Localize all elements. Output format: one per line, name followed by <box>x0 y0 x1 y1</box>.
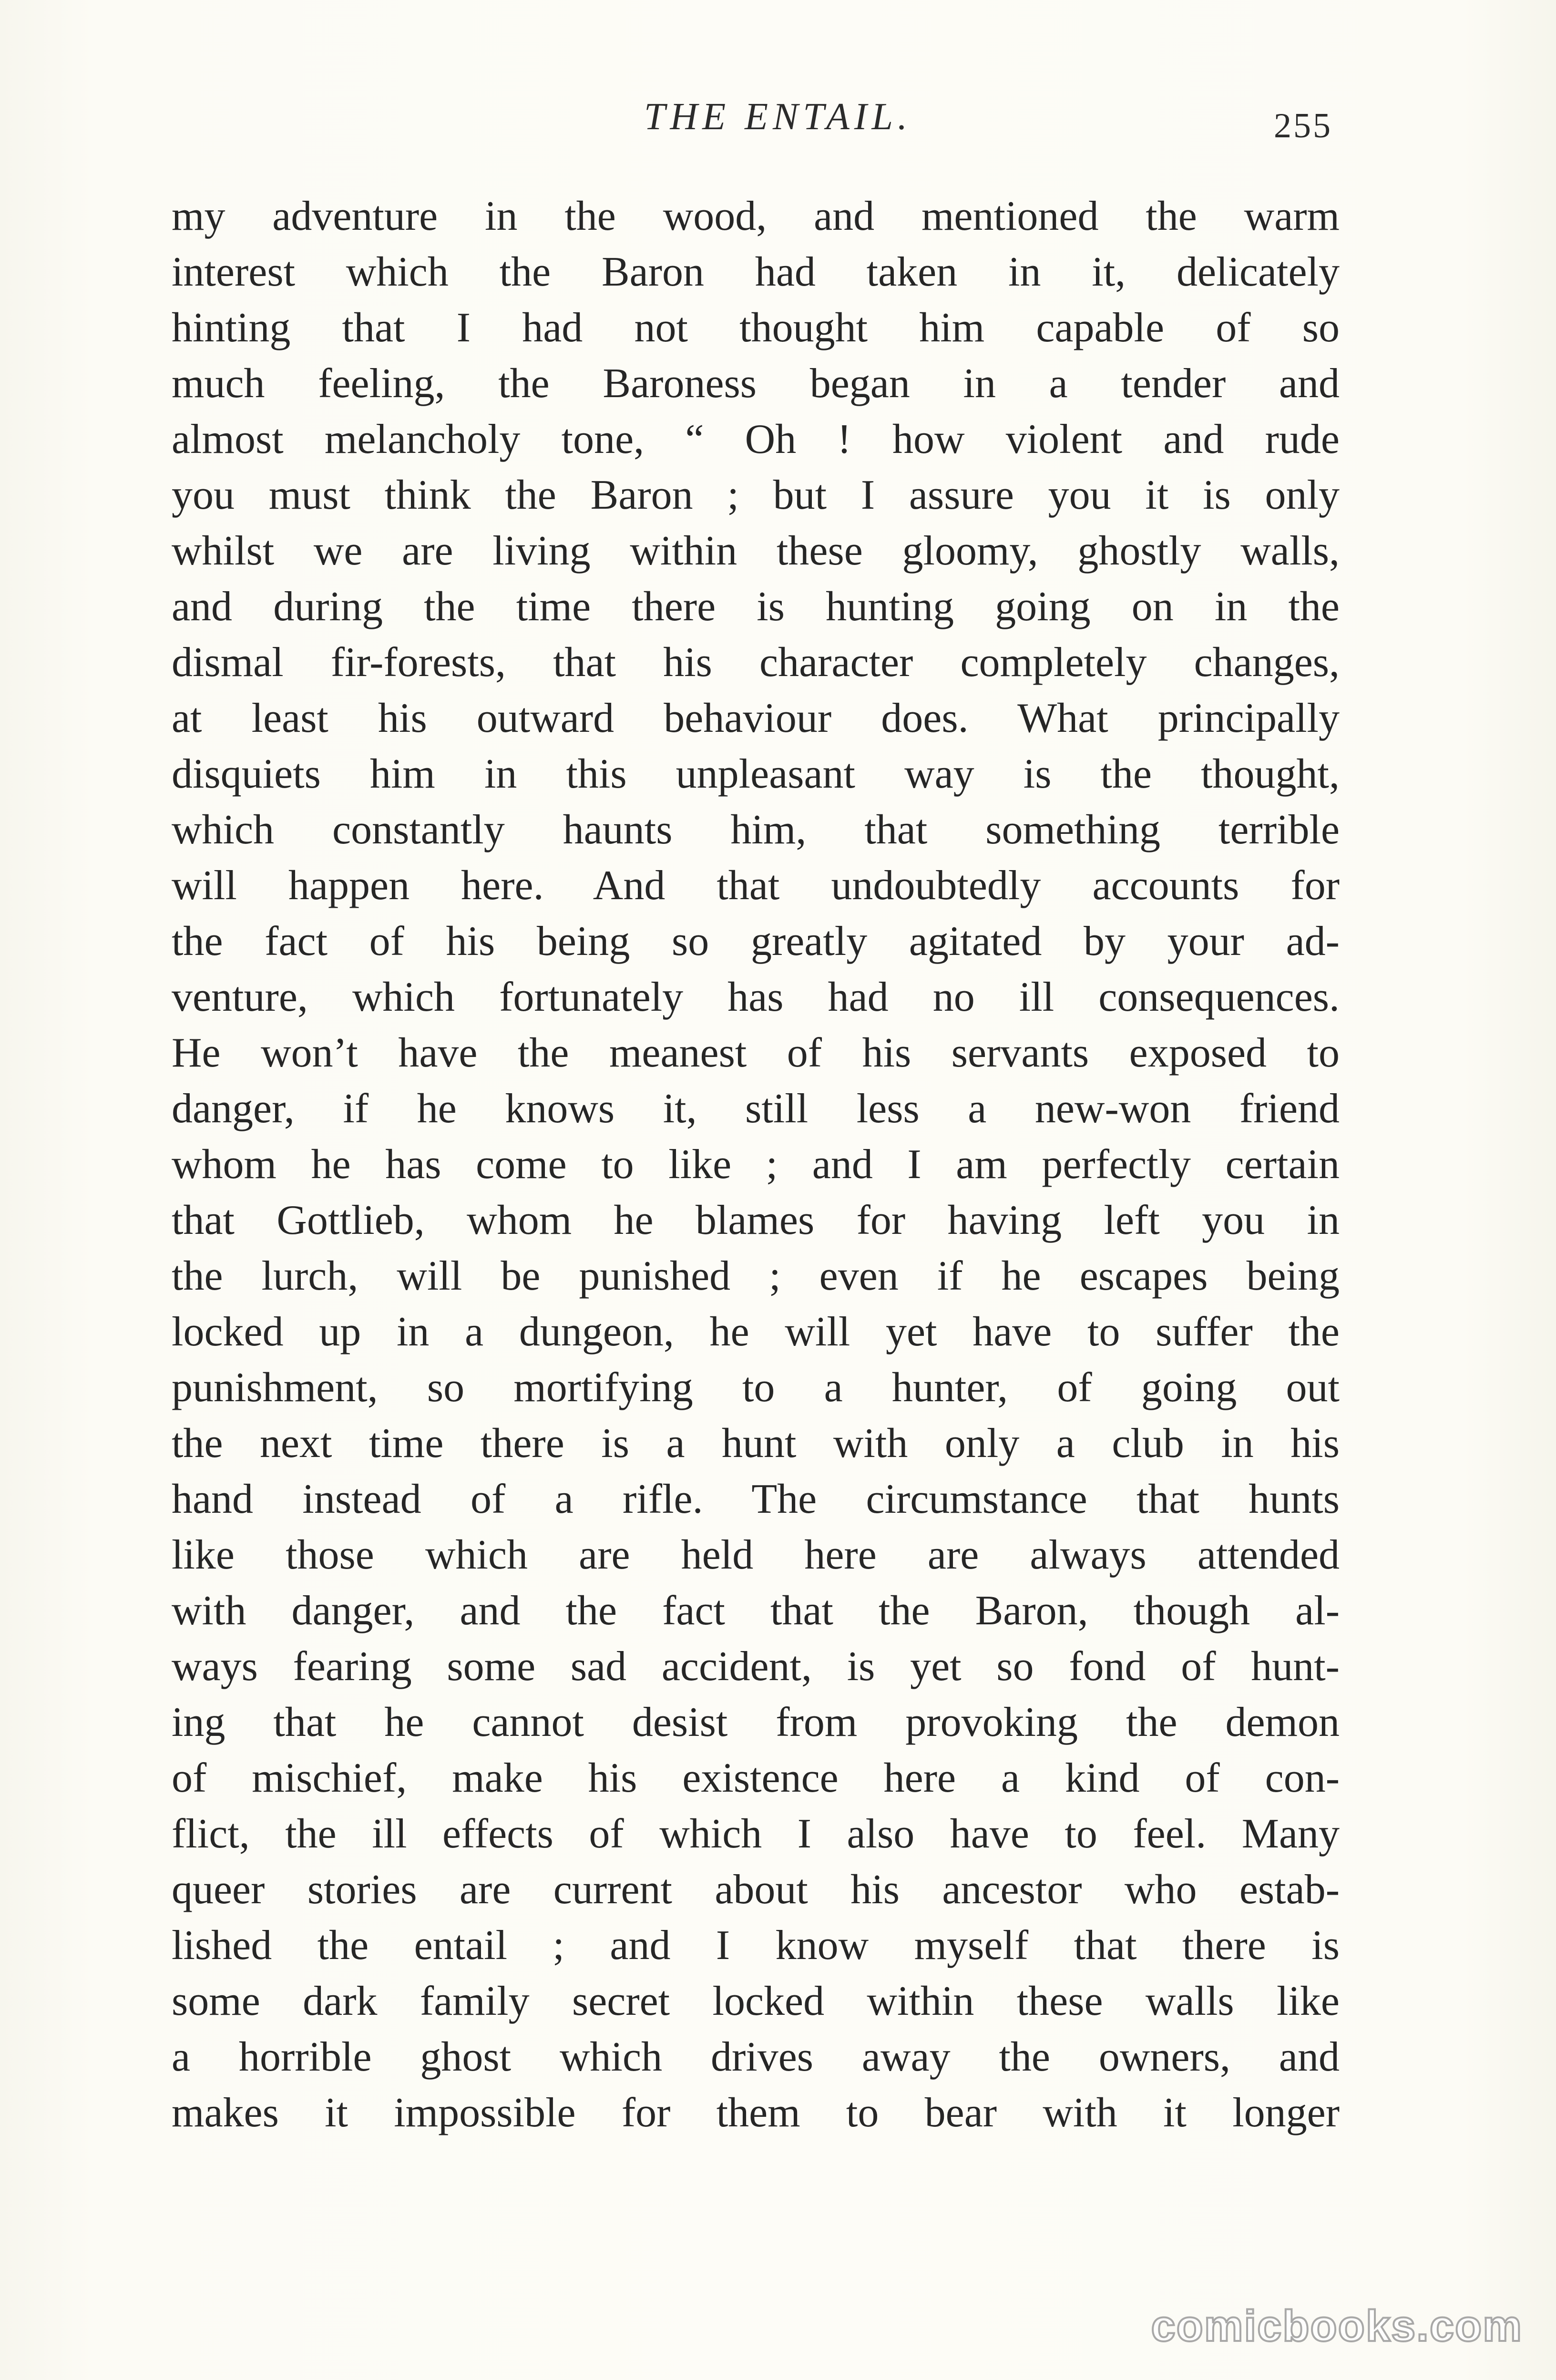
text-line: hinting that I had not thought him capable of so <box>172 305 1340 351</box>
text-line: venture, which fortunately has had no ill consequences. <box>172 974 1340 1020</box>
text-line: that Gottlieb, whom he blames for having left you in <box>172 1197 1340 1243</box>
text-line: lished the entail ; and I know myself that there is <box>172 1922 1340 1969</box>
text-line: you must think the Baron ; but I assure you it is only <box>172 472 1340 518</box>
running-head-title: THE ENTAIL. <box>644 96 912 138</box>
text-line: locked up in a dungeon, he will yet have to suffer the <box>172 1309 1340 1355</box>
text-line: whilst we are living within these gloomy, ghostly walls, <box>172 528 1340 574</box>
text-line: will happen here. And that undoubtedly accounts for <box>172 862 1340 909</box>
text-line: interest which the Baron had taken in it, delicately <box>172 249 1340 295</box>
text-line: He won’t have the meanest of his servants exposed to <box>172 1030 1340 1076</box>
text-line: of mischief, make his existence here a kind of con- <box>172 1755 1340 1801</box>
text-line: queer stories are current about his ancestor who estab- <box>172 1867 1340 1913</box>
text-line: makes it impossible for them to bear with it longer <box>172 2090 1340 2136</box>
text-line: ing that he cannot desist from provoking the demon <box>172 1699 1340 1745</box>
text-line: punishment, so mortifying to a hunter, of going out <box>172 1364 1340 1411</box>
text-line: danger, if he knows it, still less a new-won friend <box>172 1086 1340 1132</box>
text-line: some dark family secret locked within these walls like <box>172 1978 1340 2024</box>
text-line: a horrible ghost which drives away the owners, and <box>172 2034 1340 2080</box>
body-text <box>172 188 1340 2141</box>
text-line: the lurch, will be punished ; even if he escapes being <box>172 1253 1340 1299</box>
text-line: much feeling, the Baroness began in a tender and <box>172 360 1340 407</box>
text-line: disquiets him in this unpleasant way is the thought, <box>172 751 1340 797</box>
text-line: and during the time there is hunting going on in the <box>172 584 1340 630</box>
text-line: with danger, and the fact that the Baron, though al- <box>172 1588 1340 1634</box>
text-line: flict, the ill effects of which I also have to feel. Many <box>172 1811 1340 1857</box>
text-line: hand instead of a rifle. The circumstance that hunts <box>172 1476 1340 1522</box>
text-line: like those which are held here are always attended <box>172 1532 1340 1578</box>
text-line: the next time there is a hunt with only a club in his <box>172 1420 1340 1467</box>
text-line: ways fearing some sad accident, is yet so fond of hunt- <box>172 1643 1340 1690</box>
text-line: whom he has come to like ; and I am perfectly certain <box>172 1141 1340 1188</box>
text-line: the fact of his being so greatly agitated by your ad- <box>172 918 1340 964</box>
text-line: almost melancholy tone, “ Oh ! how violent and rude <box>172 416 1340 462</box>
page-number: 255 <box>1274 106 1332 145</box>
text-line: which constantly haunts him, that something terrible <box>172 807 1340 853</box>
text-line: at least his outward behaviour does. What principally <box>172 695 1340 741</box>
text-line: dismal fir-forests, that his character completely changes, <box>172 639 1340 686</box>
text-line: my adventure in the wood, and mentioned the warm <box>172 193 1340 239</box>
site-watermark: comicbooks.com <box>1151 2302 1523 2350</box>
